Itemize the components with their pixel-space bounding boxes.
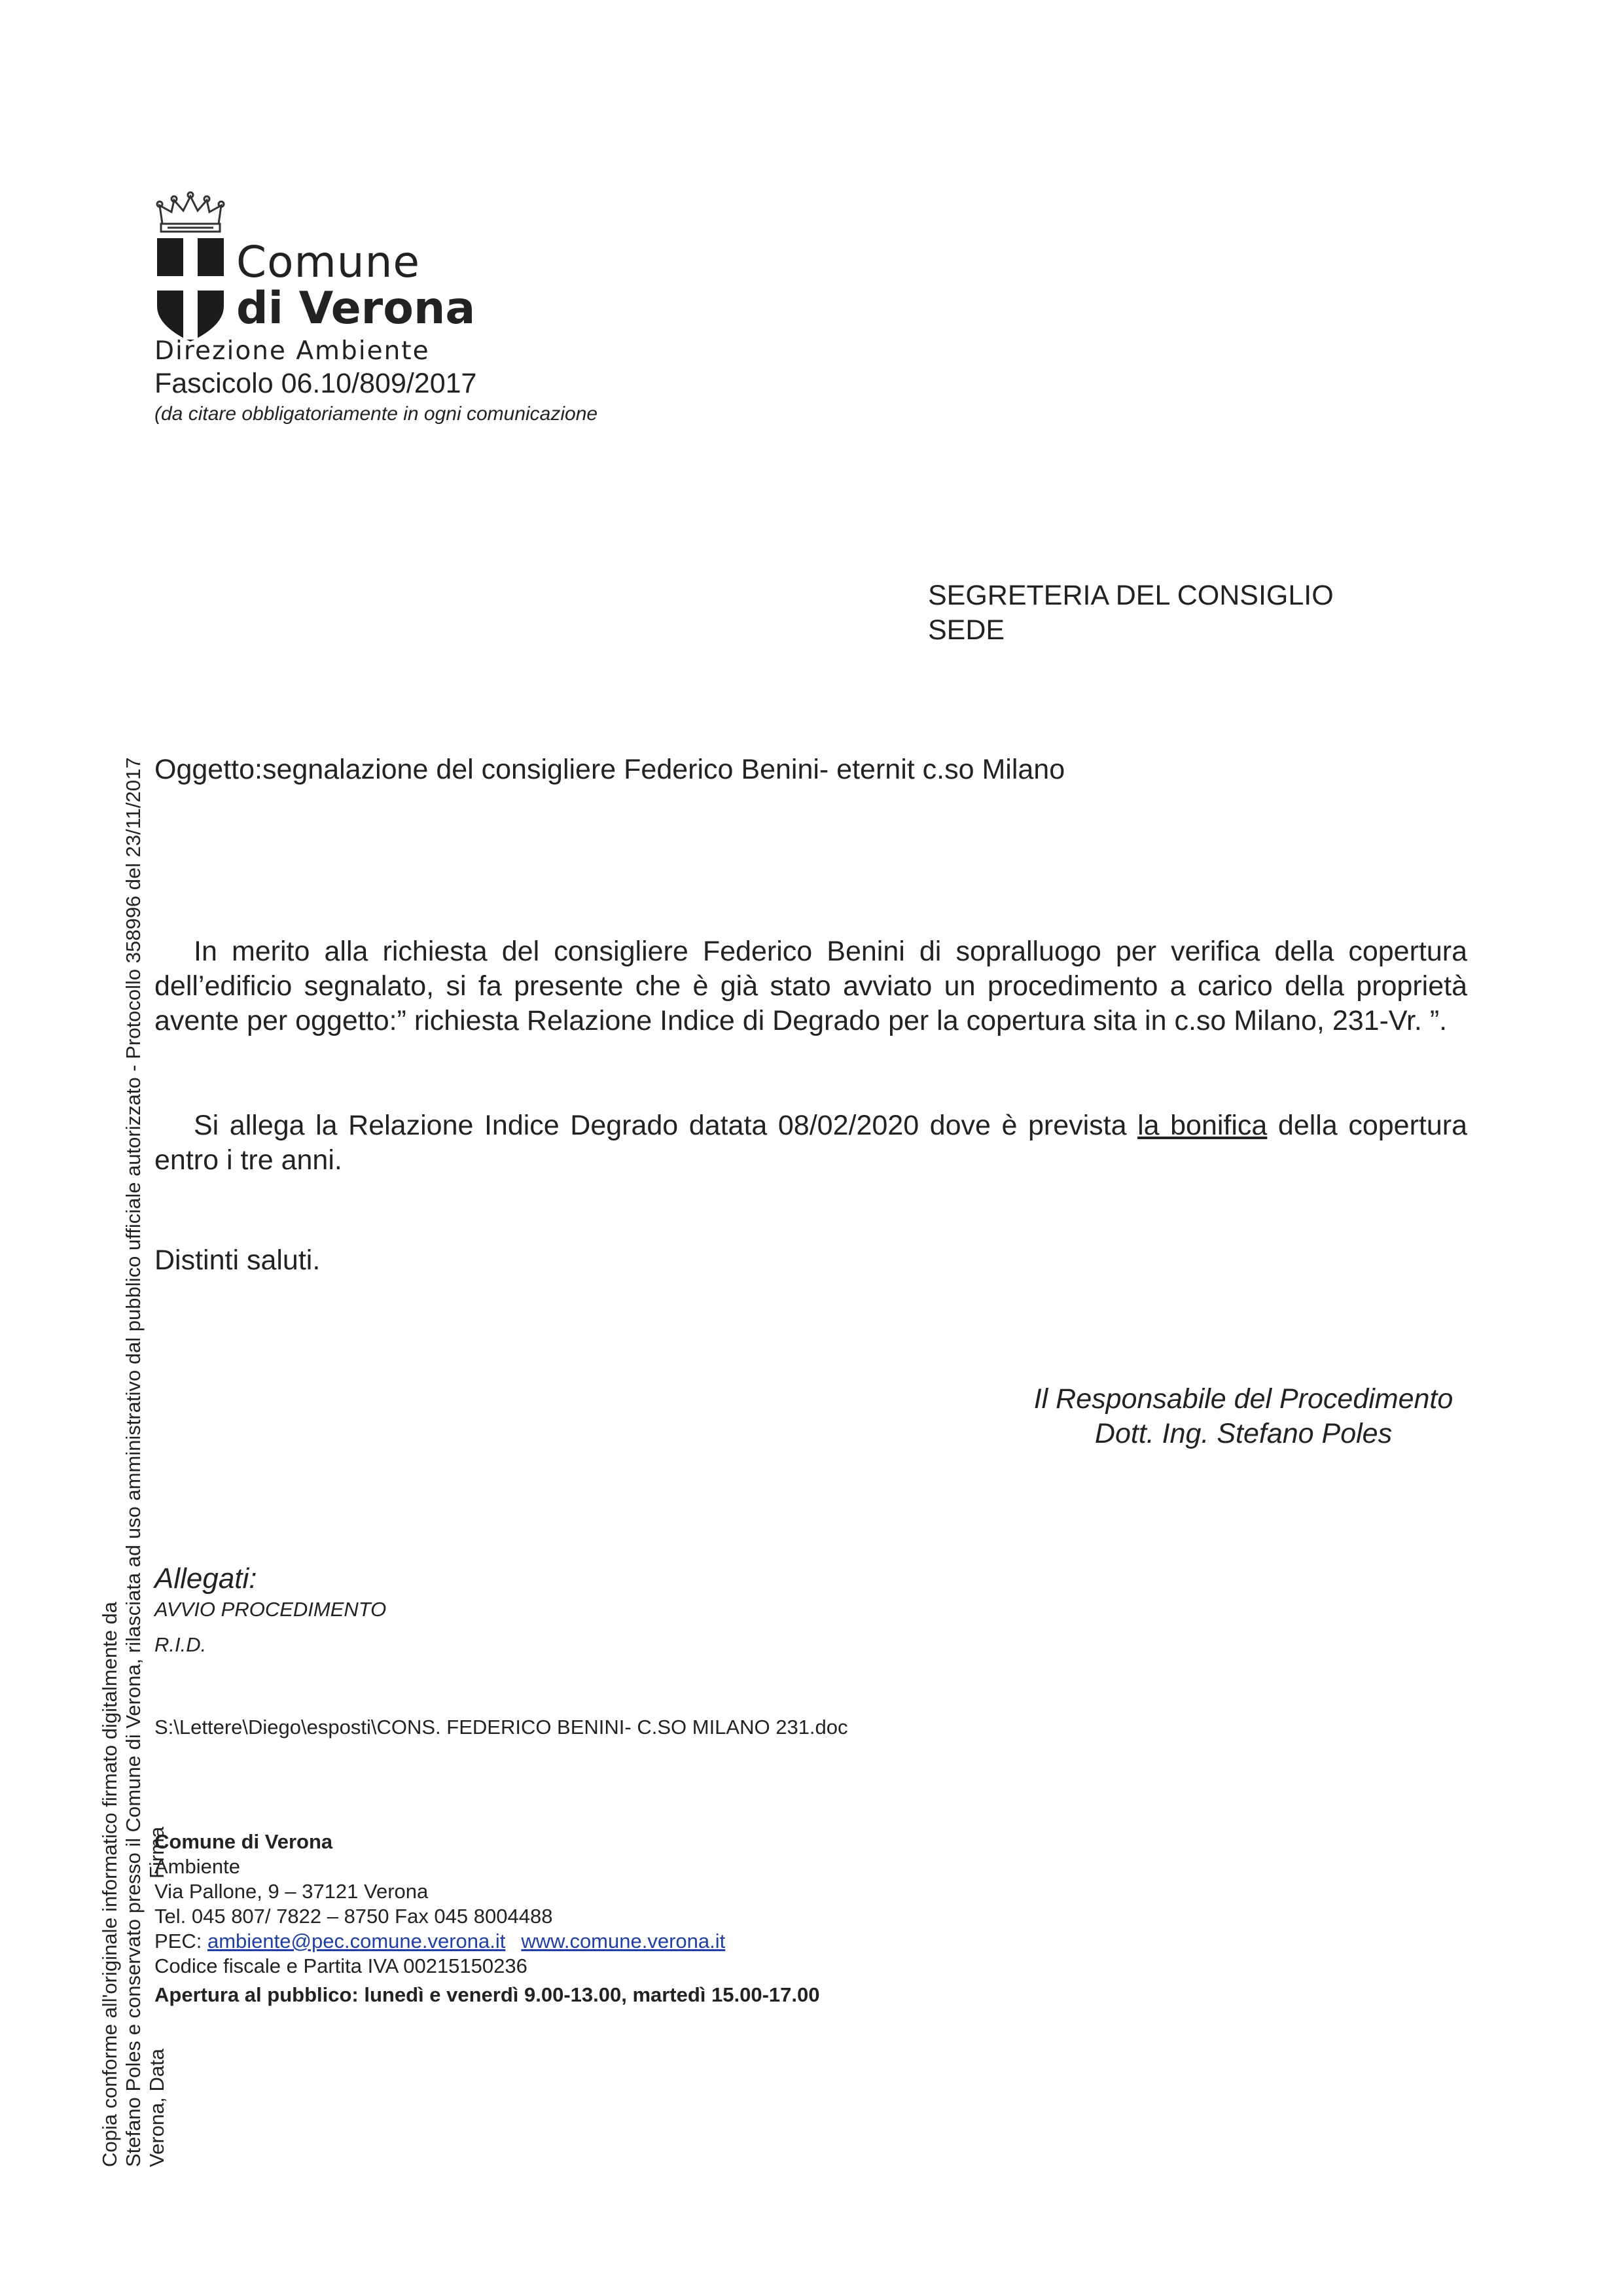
stamp-line-2: Stefano Poles e conservato presso il Comune di Verona, rilasciata ad uso amministrativo dal pubblico ufficiale autorizzato - Protocollo 358996 del 23/11/2017 [122, 757, 145, 2167]
comune-di-verona-logo [154, 191, 476, 348]
pec-label: PEC: [154, 1930, 202, 1952]
recipient-line-1: SEGRETERIA DEL CONSIGLIO [928, 580, 1334, 611]
signature-role: Il Responsabile del Procedimento [1033, 1383, 1454, 1415]
subject-line: Oggetto:segnalazione del consigliere Federico Benini- eternit c.so Milano [154, 754, 1065, 785]
footer-tax-code: Codice fiscale e Partita IVA 00215150236 [154, 1954, 527, 1977]
department-label: Direzione Ambiente [154, 336, 430, 366]
footer-dept: Ambiente [154, 1855, 240, 1878]
attachment-item: R.I.D. [154, 1633, 207, 1656]
footer-opening-hours: Apertura al pubblico: lunedì e venerdì 9.00-13.00, martedì 15.00-17.00 [154, 1983, 820, 2006]
document-file-path: S:\Lettere\Diego\esposti\CONS. FEDERICO BENINI- C.SO MILANO 231.doc [154, 1716, 848, 1739]
stamp-signature-label: Firma [145, 1826, 168, 1879]
logo-text-di-verona: di Verona [236, 283, 476, 334]
stamp-line-3 [145, 757, 169, 2167]
website-link[interactable]: www.comune.verona.it [521, 1930, 726, 1952]
signature-name: Dott. Ing. Stefano Poles [1094, 1418, 1393, 1449]
body-paragraph-2 [154, 1108, 1467, 1178]
verona-coat-of-arms-icon [154, 191, 226, 343]
closing-salutation: Distinti saluti. [154, 1245, 321, 1276]
fascicolo-number: Fascicolo 06.10/809/2017 [154, 368, 477, 399]
footer-pec-row [154, 1929, 820, 1954]
footer-org-name: Comune di Verona [154, 1830, 333, 1853]
logo-text-comune: Comune [236, 237, 421, 287]
footer-phone-fax: Tel. 045 807/ 7822 – 8750 Fax 045 8004488 [154, 1905, 553, 1928]
paragraph-1-text: In merito alla richiesta del consigliere Federico Benini di sopralluogo per verifica della copertura dell’edificio segnalato, si fa presente che è già stato avviato un procedimento a carico della proprietà avente per oggetto:” richiesta Relazione Indice di Degrado per la copertura sita in c.so Milano, 231-Vr. ”. [154, 936, 1467, 1036]
pec-email-link[interactable]: ambiente@pec.comune.verona.it [207, 1930, 506, 1952]
stamp-line-1: Copia conforme all'originale informatico firmato digitalmente da [98, 1601, 121, 2167]
recipient-block [928, 578, 1334, 648]
signature-block [975, 1382, 1512, 1451]
paragraph-2-text-after: della copertura entro i tre anni. [154, 1110, 1467, 1176]
recipient-line-2: SEDE [928, 614, 1005, 646]
certified-copy-stamp [98, 757, 169, 2167]
footer-contact-block [154, 1829, 820, 2007]
stamp-date-label: Verona, Data [145, 2049, 168, 2167]
body-paragraph-1 [154, 934, 1467, 1038]
attachments-title: Allegati: [154, 1563, 257, 1595]
attachment-item: AVVIO PROCEDIMENTO [154, 1598, 387, 1621]
fascicolo-note: (da citare obbligatoriamente in ogni comunicazione [154, 403, 598, 425]
paragraph-2-text-before: Si allega la Relazione Indice Degrado datata 08/02/2020 dove è prevista [194, 1110, 1138, 1141]
footer-address: Via Pallone, 9 – 37121 Verona [154, 1880, 429, 1903]
paragraph-2-underlined-text: la bonifica [1137, 1110, 1268, 1141]
